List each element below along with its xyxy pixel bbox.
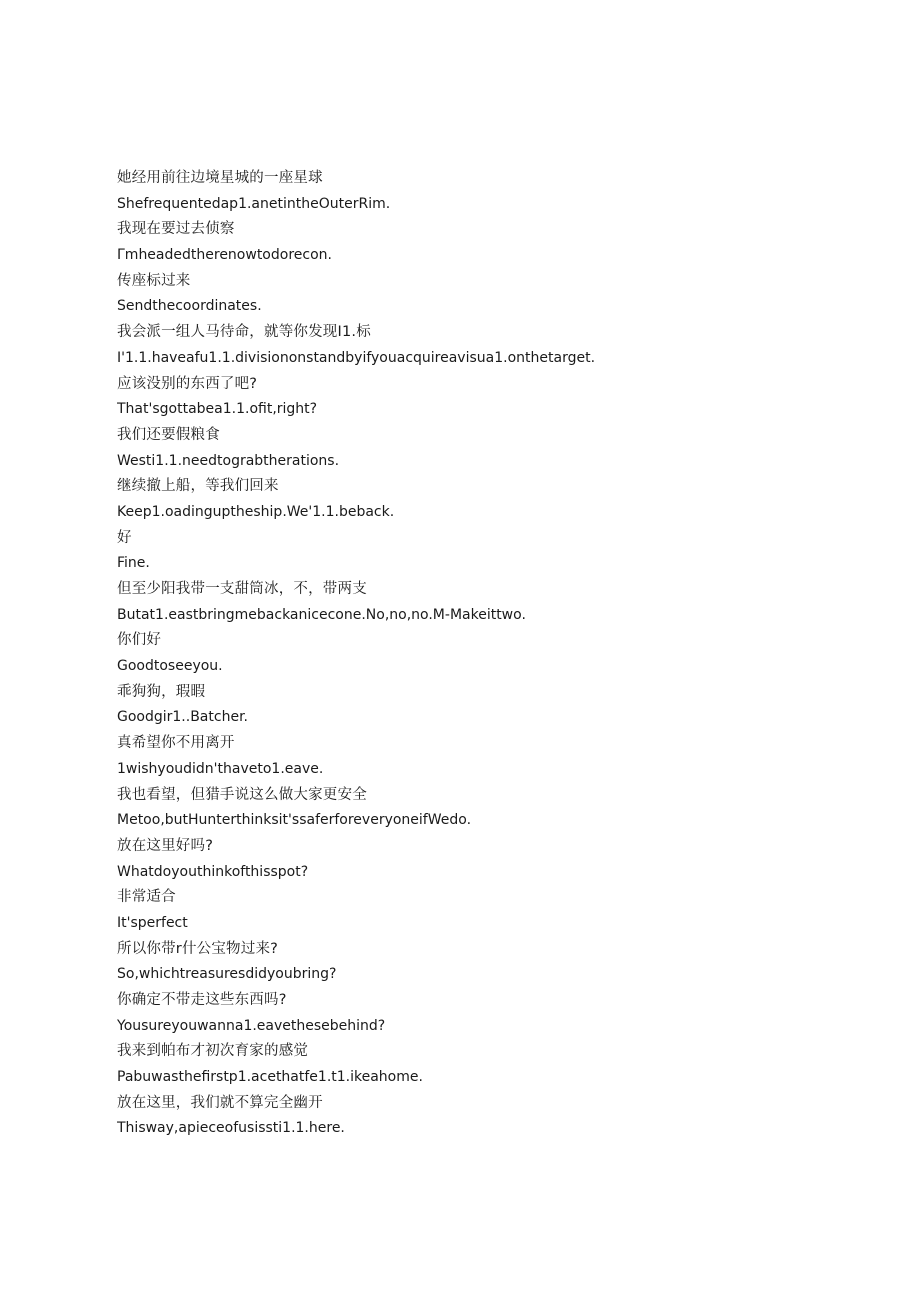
subtitle-en: Thisway,apieceofusissti1.1.here. [117,1120,345,1137]
subtitle-list [117,166,877,1142]
subtitle-zh: 继续撤上船，等我们回来 [117,478,279,495]
subtitle-zh: 她经用前往边境星城的一座星球 [117,170,323,186]
subtitle-en: Γmheadedtherenowtodorecon. [117,247,332,264]
subtitle-en: 1wishyoudidn'thaveto1.eave. [117,760,324,777]
subtitle-en: Whatdoyouthinkofthisspot? [117,863,309,880]
subtitle-zh: 非常适合 [117,889,176,906]
subtitle-zh: 我也看望，但猎手说这么做大家更安全 [117,786,367,803]
subtitle-zh: 乖狗狗，瑕暇 [117,683,206,700]
subtitle-zh: 我来到帕布才初次育家的感觉 [117,1043,309,1060]
subtitle-zh: 传座标过来 [117,272,191,289]
subtitle-zh: 放在这里，我们就不算完全幽开 [117,1094,323,1111]
subtitle-zh: 好 [117,529,132,546]
subtitle-en: I'1.1.haveafu1.1.divisiononstandbyifyouacquireavisua1.onthetarget. [117,349,596,366]
subtitle-en: Butat1.eastbringmebackanicecone.No,no,no.M-Makeittwo. [117,606,526,623]
subtitle-en: Fine. [117,555,150,572]
subtitle-zh: 我会派一组人马待命，就等你发现I1.标 [117,324,371,341]
subtitle-en: It'sperfect [117,914,188,931]
subtitle-en: Pabuwasthefirstp1.acethatfe1.t1.ikeahome. [117,1069,423,1086]
subtitle-zh: 我们还要假粮食 [117,426,220,443]
subtitle-en: That'sgottabea1.1.ofit,right? [117,401,318,418]
subtitle-zh: 我现在要过去侦察 [117,221,235,238]
subtitle-en: Goodtoseeyou. [117,658,223,675]
subtitle-zh: 所以你带r什公宝物过来? [117,940,279,957]
subtitle-zh: 应该没别的东西了吧? [117,375,258,392]
subtitle-zh: 你们好 [117,632,162,649]
subtitle-en: Shefrequentedap1.anetintheOuterRim. [117,195,391,212]
subtitle-en: Yousureyouwanna1.eavethesebehind? [117,1017,386,1034]
subtitle-zh: 但至少阳我带一支甜筒冰，不，带两支 [117,581,367,597]
subtitle-zh: 你确定不带走这些东西吗? [117,992,287,1008]
subtitle-en: Metoo,butHunterthinksit'ssaferforeveryoneifWedo. [117,812,472,829]
subtitle-zh: 真希望你不用离开 [117,735,235,752]
subtitle-zh: 放在这里好吗? [117,837,214,854]
subtitle-en: Goodgir1..Batcher. [117,709,248,726]
subtitle-en: Westi1.1.needtograbtherations. [117,452,340,469]
subtitle-en: So,whichtreasuresdidyoubring? [117,966,337,983]
subtitle-en: Sendthecoordinates. [117,298,262,315]
subtitle-en: Keep1.oadinguptheship.We'1.1.beback. [117,503,395,520]
